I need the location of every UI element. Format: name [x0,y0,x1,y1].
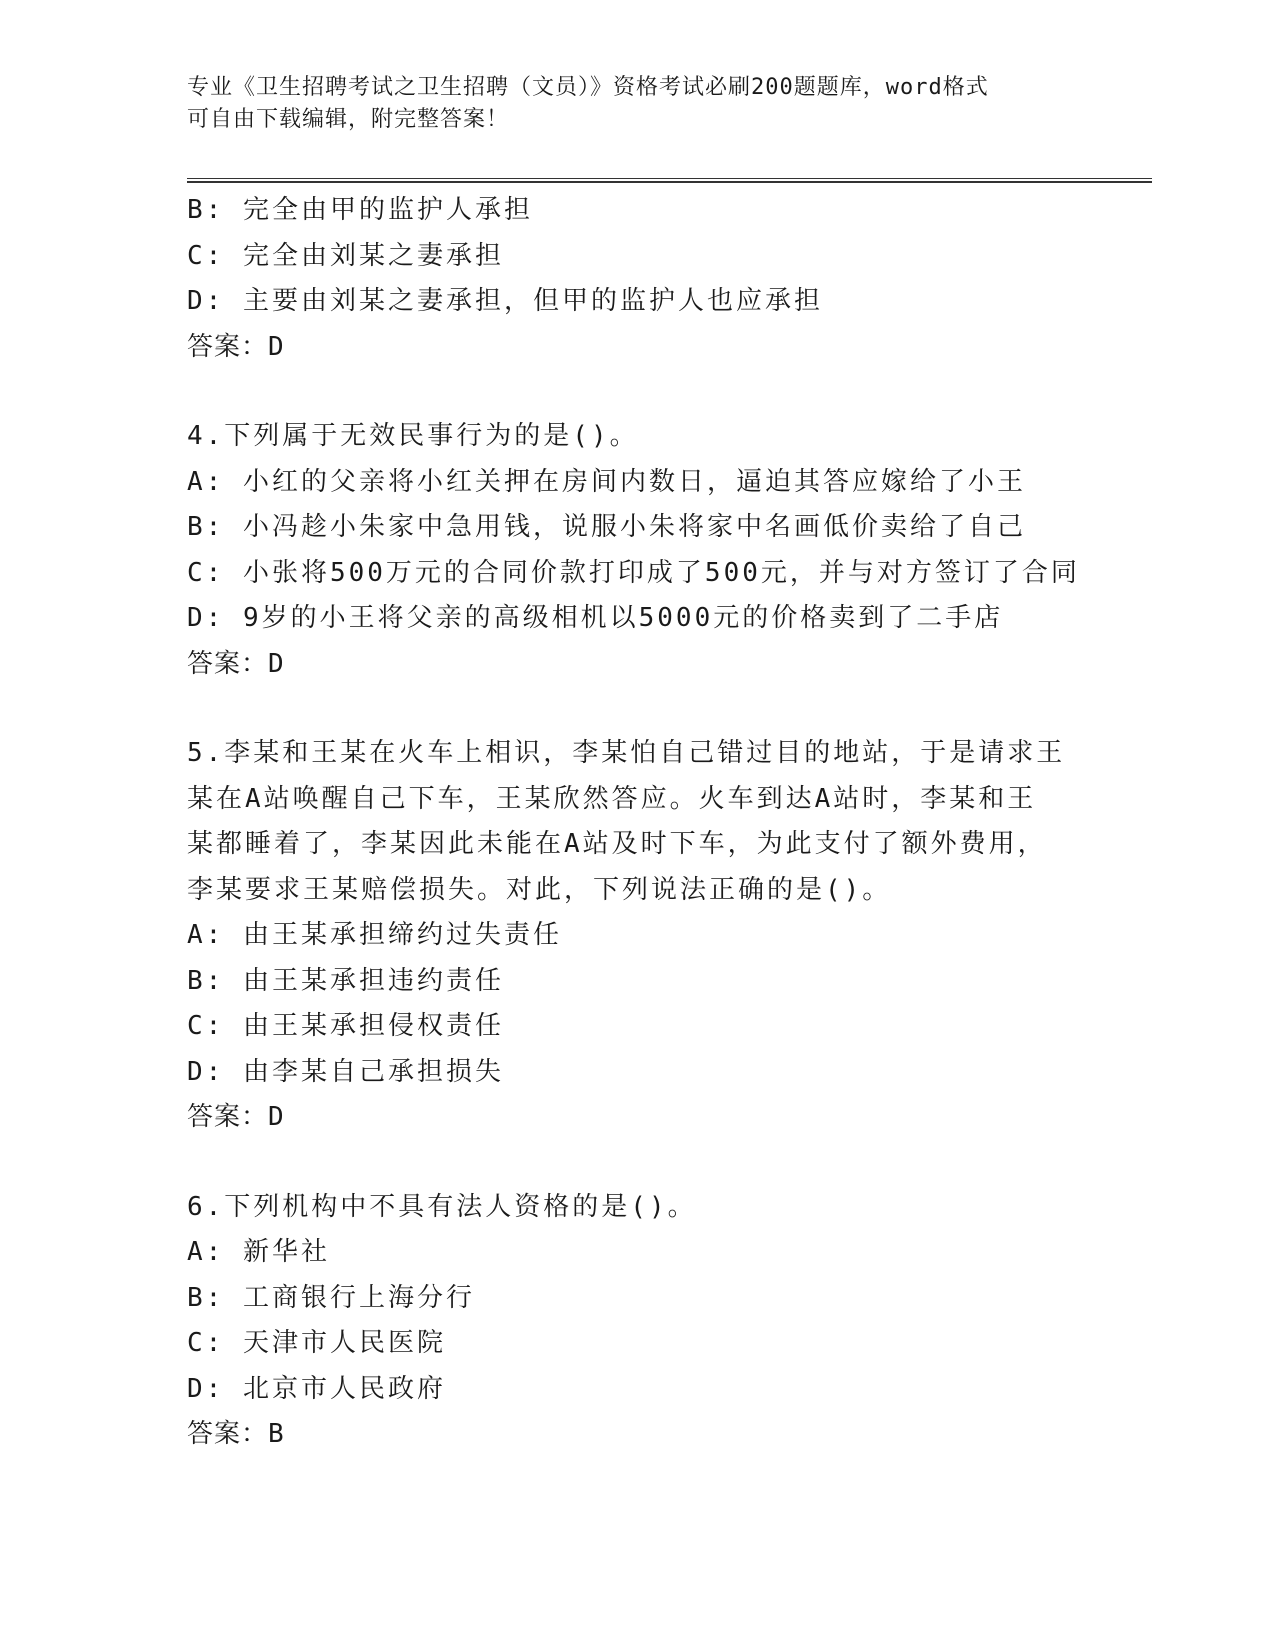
option-b: B: 由王某承担违约责任 [187,965,504,996]
question-stem: 6.下列机构中不具有法人资格的是()。 [187,1191,697,1222]
question-3 [187,188,1152,370]
option-a: A: 由王某承担缔约过失责任 [187,920,562,950]
option-b: B: 小冯趁小朱家中急用钱，说服小朱将家中名画低价卖给了自己 [187,512,1026,542]
answer: 答案：D [187,331,285,362]
option-d: D: 由李某自己承担损失 [187,1056,504,1087]
header-line-1: 专业《卫生招聘考试之卫生招聘（文员）》资格考试必刷200题题库，word格式 [187,75,989,100]
question-stem-line: 李某要求王某赔偿损失。对此，下列说法正确的是()。 [187,874,892,905]
answer: 答案：D [187,648,285,679]
option-b: B: 工商银行上海分行 [187,1282,475,1313]
option-c: C: 由王某承担侵权责任 [187,1011,504,1041]
option-b: B: 完全由甲的监护人承担 [187,195,533,225]
question-stem: 4.下列属于无效民事行为的是()。 [187,421,639,451]
question-stem-line: 某都睡着了，李某因此未能在A站及时下车，为此支付了额外费用， [187,829,1047,859]
option-c: C: 天津市人民医院 [187,1328,446,1358]
option-c: C: 完全由刘某之妻承担 [187,240,504,271]
spacer [187,370,1152,414]
header-divider [187,178,1152,183]
option-d: D: 主要由刘某之妻承担，但甲的监护人也应承担 [187,286,823,316]
option-d: D: 9岁的小王将父亲的高级相机以5000元的价格卖到了二手店 [187,603,1004,633]
question-stem-line: 5.李某和王某在火车上相识，李某怕自己错过目的地站，于是请求王 [187,738,1066,768]
document-header [187,72,1087,136]
question-6 [187,1185,1152,1458]
question-list [187,188,1152,1458]
spacer [187,1141,1152,1185]
question-4 [187,414,1152,687]
spacer [187,687,1152,731]
question-stem-line: 某在A站唤醒自己下车，王某欣然答应。火车到达A站时，李某和王 [187,783,1037,814]
answer: 答案：D [187,1102,285,1132]
answer: 答案：B [187,1419,285,1449]
option-c: C: 小张将500万元的合同价款打印成了500元，并与对方签订了合同 [187,557,1080,588]
header-line-2: 可自由下载编辑，附完整答案！ [187,107,510,132]
option-d: D: 北京市人民政府 [187,1373,446,1404]
option-a: A: 新华社 [187,1237,330,1267]
question-5 [187,731,1152,1141]
option-a: A: 小红的父亲将小红关押在房间内数日，逼迫其答应嫁给了小王 [187,466,1026,497]
